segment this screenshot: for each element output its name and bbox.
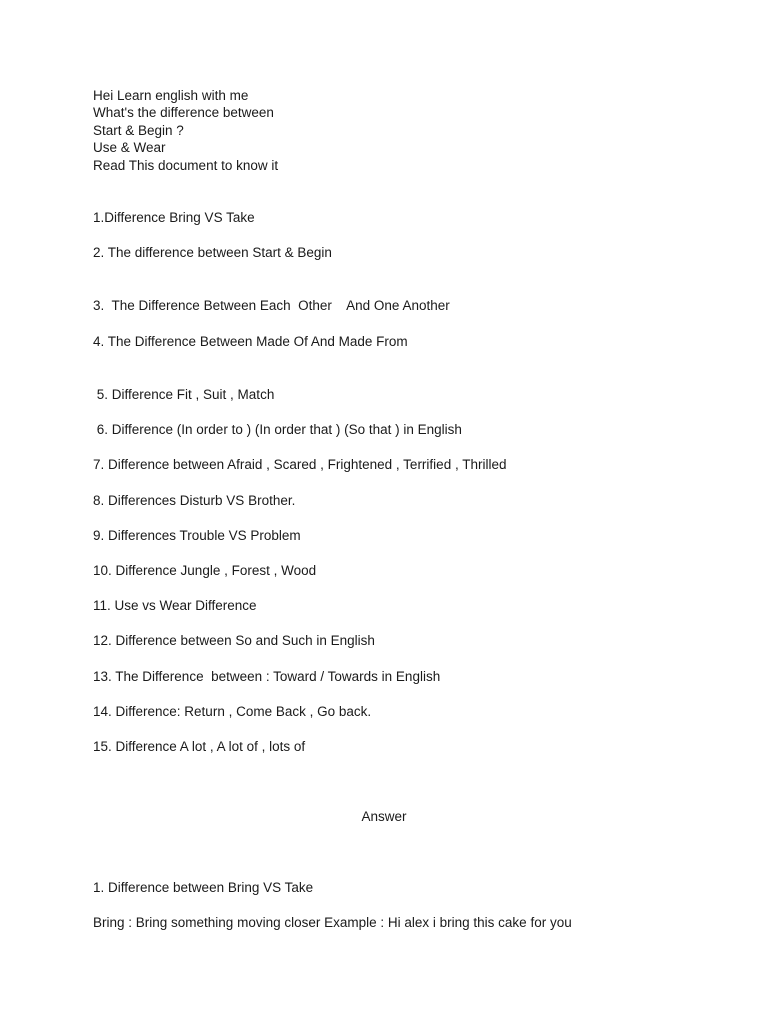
list-item-2: 2. The difference between Start & Begin [93, 245, 332, 260]
intro-line-5: Read This document to know it [93, 158, 279, 173]
answer-body: Bring : Bring something moving closer Example : Hi alex i bring this cake for you [93, 915, 572, 930]
list-item-11: 11. Use vs Wear Difference [93, 598, 257, 613]
answer-title: 1. Difference between Bring VS Take [93, 880, 314, 895]
list-item-7: 7. Difference between Afraid , Scared , Frightened , Terrified , Thrilled [93, 457, 507, 472]
answer-heading: Answer [361, 809, 407, 824]
list-item-13: 13. The Difference between : Toward / Towards in English [93, 669, 441, 684]
list-item-5: 5. Difference Fit , Suit , Match [93, 387, 275, 402]
intro-line-4: Use & Wear [93, 140, 166, 155]
list-item-14: 14. Difference: Return , Come Back , Go back. [93, 704, 372, 719]
intro-line-2: What's the difference between [93, 105, 274, 120]
intro-line-1: Hei Learn english with me [93, 88, 249, 103]
list-item-8: 8. Differences Disturb VS Brother. [93, 493, 296, 508]
list-item-10: 10. Difference Jungle , Forest , Wood [93, 563, 317, 578]
list-item-3: 3. The Difference Between Each Other And One Another [93, 298, 450, 313]
list-item-15: 15. Difference A lot , A lot of , lots of [93, 739, 306, 754]
list-item-12: 12. Difference between So and Such in English [93, 633, 375, 648]
intro-line-3: Start & Begin ? [93, 123, 184, 138]
list-item-9: 9. Differences Trouble VS Problem [93, 528, 301, 543]
list-item-6: 6. Difference (In order to ) (In order that ) (So that ) in English [93, 422, 462, 437]
list-item-1: 1.Difference Bring VS Take [93, 210, 255, 225]
list-item-4: 4. The Difference Between Made Of And Made From [93, 334, 408, 349]
